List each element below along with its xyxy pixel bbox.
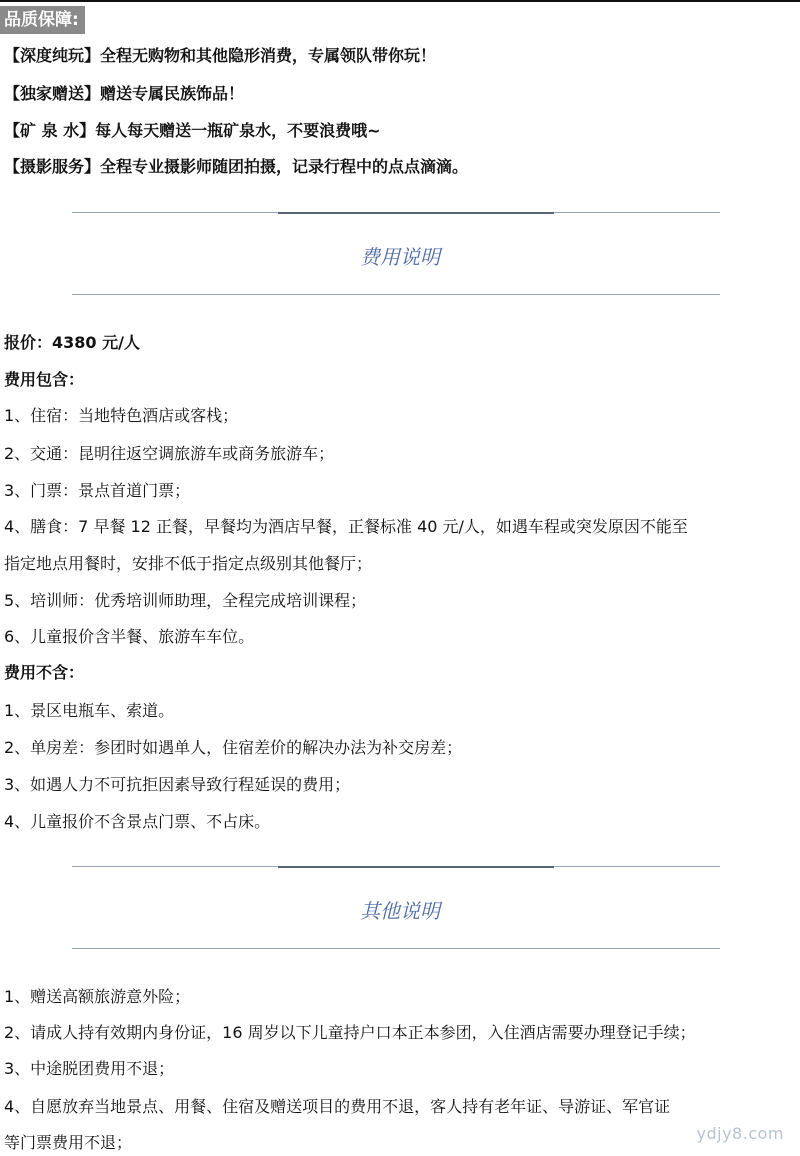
watermark: ydjy8.com [696, 1124, 784, 1143]
other-line: 4、自愿放弃当地景点、用餐、住宿及赠送项目的费用不退，客人持有老年证、导游证、军官证 [4, 1097, 671, 1116]
quality-tag: 品质保障: [0, 6, 85, 34]
price-line: 报价：4380 元/人 [4, 333, 140, 352]
exclude-line: 2、单房差：参团时如遇单人，住宿差价的解决办法为补交房差； [4, 738, 463, 757]
include-heading: 费用包含： [4, 370, 85, 389]
include-line: 4、膳食：7 早餐 12 正餐，早餐均为酒店早餐，正餐标准 40 元/人，如遇车程或突发原因不能至 [4, 517, 688, 536]
include-line: 5、培训师：优秀培训师助理，全程完成培训课程； [4, 591, 367, 610]
other-line: 3、中途脱团费用不退； [4, 1059, 175, 1078]
fees-section-title: 费用说明 [360, 245, 440, 269]
exclude-line: 4、儿童报价不含景点门票、不占床。 [4, 812, 271, 831]
other-line: 2、请成人持有效期内身份证，16 周岁以下儿童持户口本正本参团，入住酒店需要办理登记手续； [4, 1023, 696, 1042]
top-rule [0, 0, 800, 2]
section-divider [72, 212, 720, 214]
quality-item: 【独家赠送】赠送专属民族饰品！ [4, 84, 245, 103]
other-line: 等门票费用不退； [4, 1133, 133, 1152]
include-line: 6、儿童报价含半餐、旅游车车位。 [4, 627, 255, 646]
section-divider [72, 948, 720, 950]
other-line: 1、赠送高额旅游意外险； [4, 987, 191, 1006]
include-line: 3、门票：景点首道门票； [4, 481, 191, 500]
exclude-line: 3、如遇人力不可抗拒因素导致行程延误的费用； [4, 775, 351, 794]
include-line: 指定地点用餐时，安排不低于指定点级别其他餐厅； [4, 554, 373, 573]
exclude-heading: 费用不含： [4, 663, 85, 682]
section-divider [72, 294, 720, 296]
include-line: 2、交通：昆明往返空调旅游车或商务旅游车； [4, 444, 335, 463]
include-line: 1、住宿：当地特色酒店或客栈； [4, 406, 239, 425]
section-divider [72, 866, 720, 868]
quality-item: 【深度纯玩】全程无购物和其他隐形消费，专属领队带你玩！ [4, 46, 437, 65]
quality-item: 【摄影服务】全程专业摄影师随团拍摄，记录行程中的点点滴滴。 [4, 157, 469, 176]
other-section-title: 其他说明 [360, 899, 440, 923]
quality-item: 【矿 泉 水】每人每天赠送一瓶矿泉水，不要浪费哦~ [4, 121, 381, 140]
exclude-line: 1、景区电瓶车、索道。 [4, 701, 175, 720]
